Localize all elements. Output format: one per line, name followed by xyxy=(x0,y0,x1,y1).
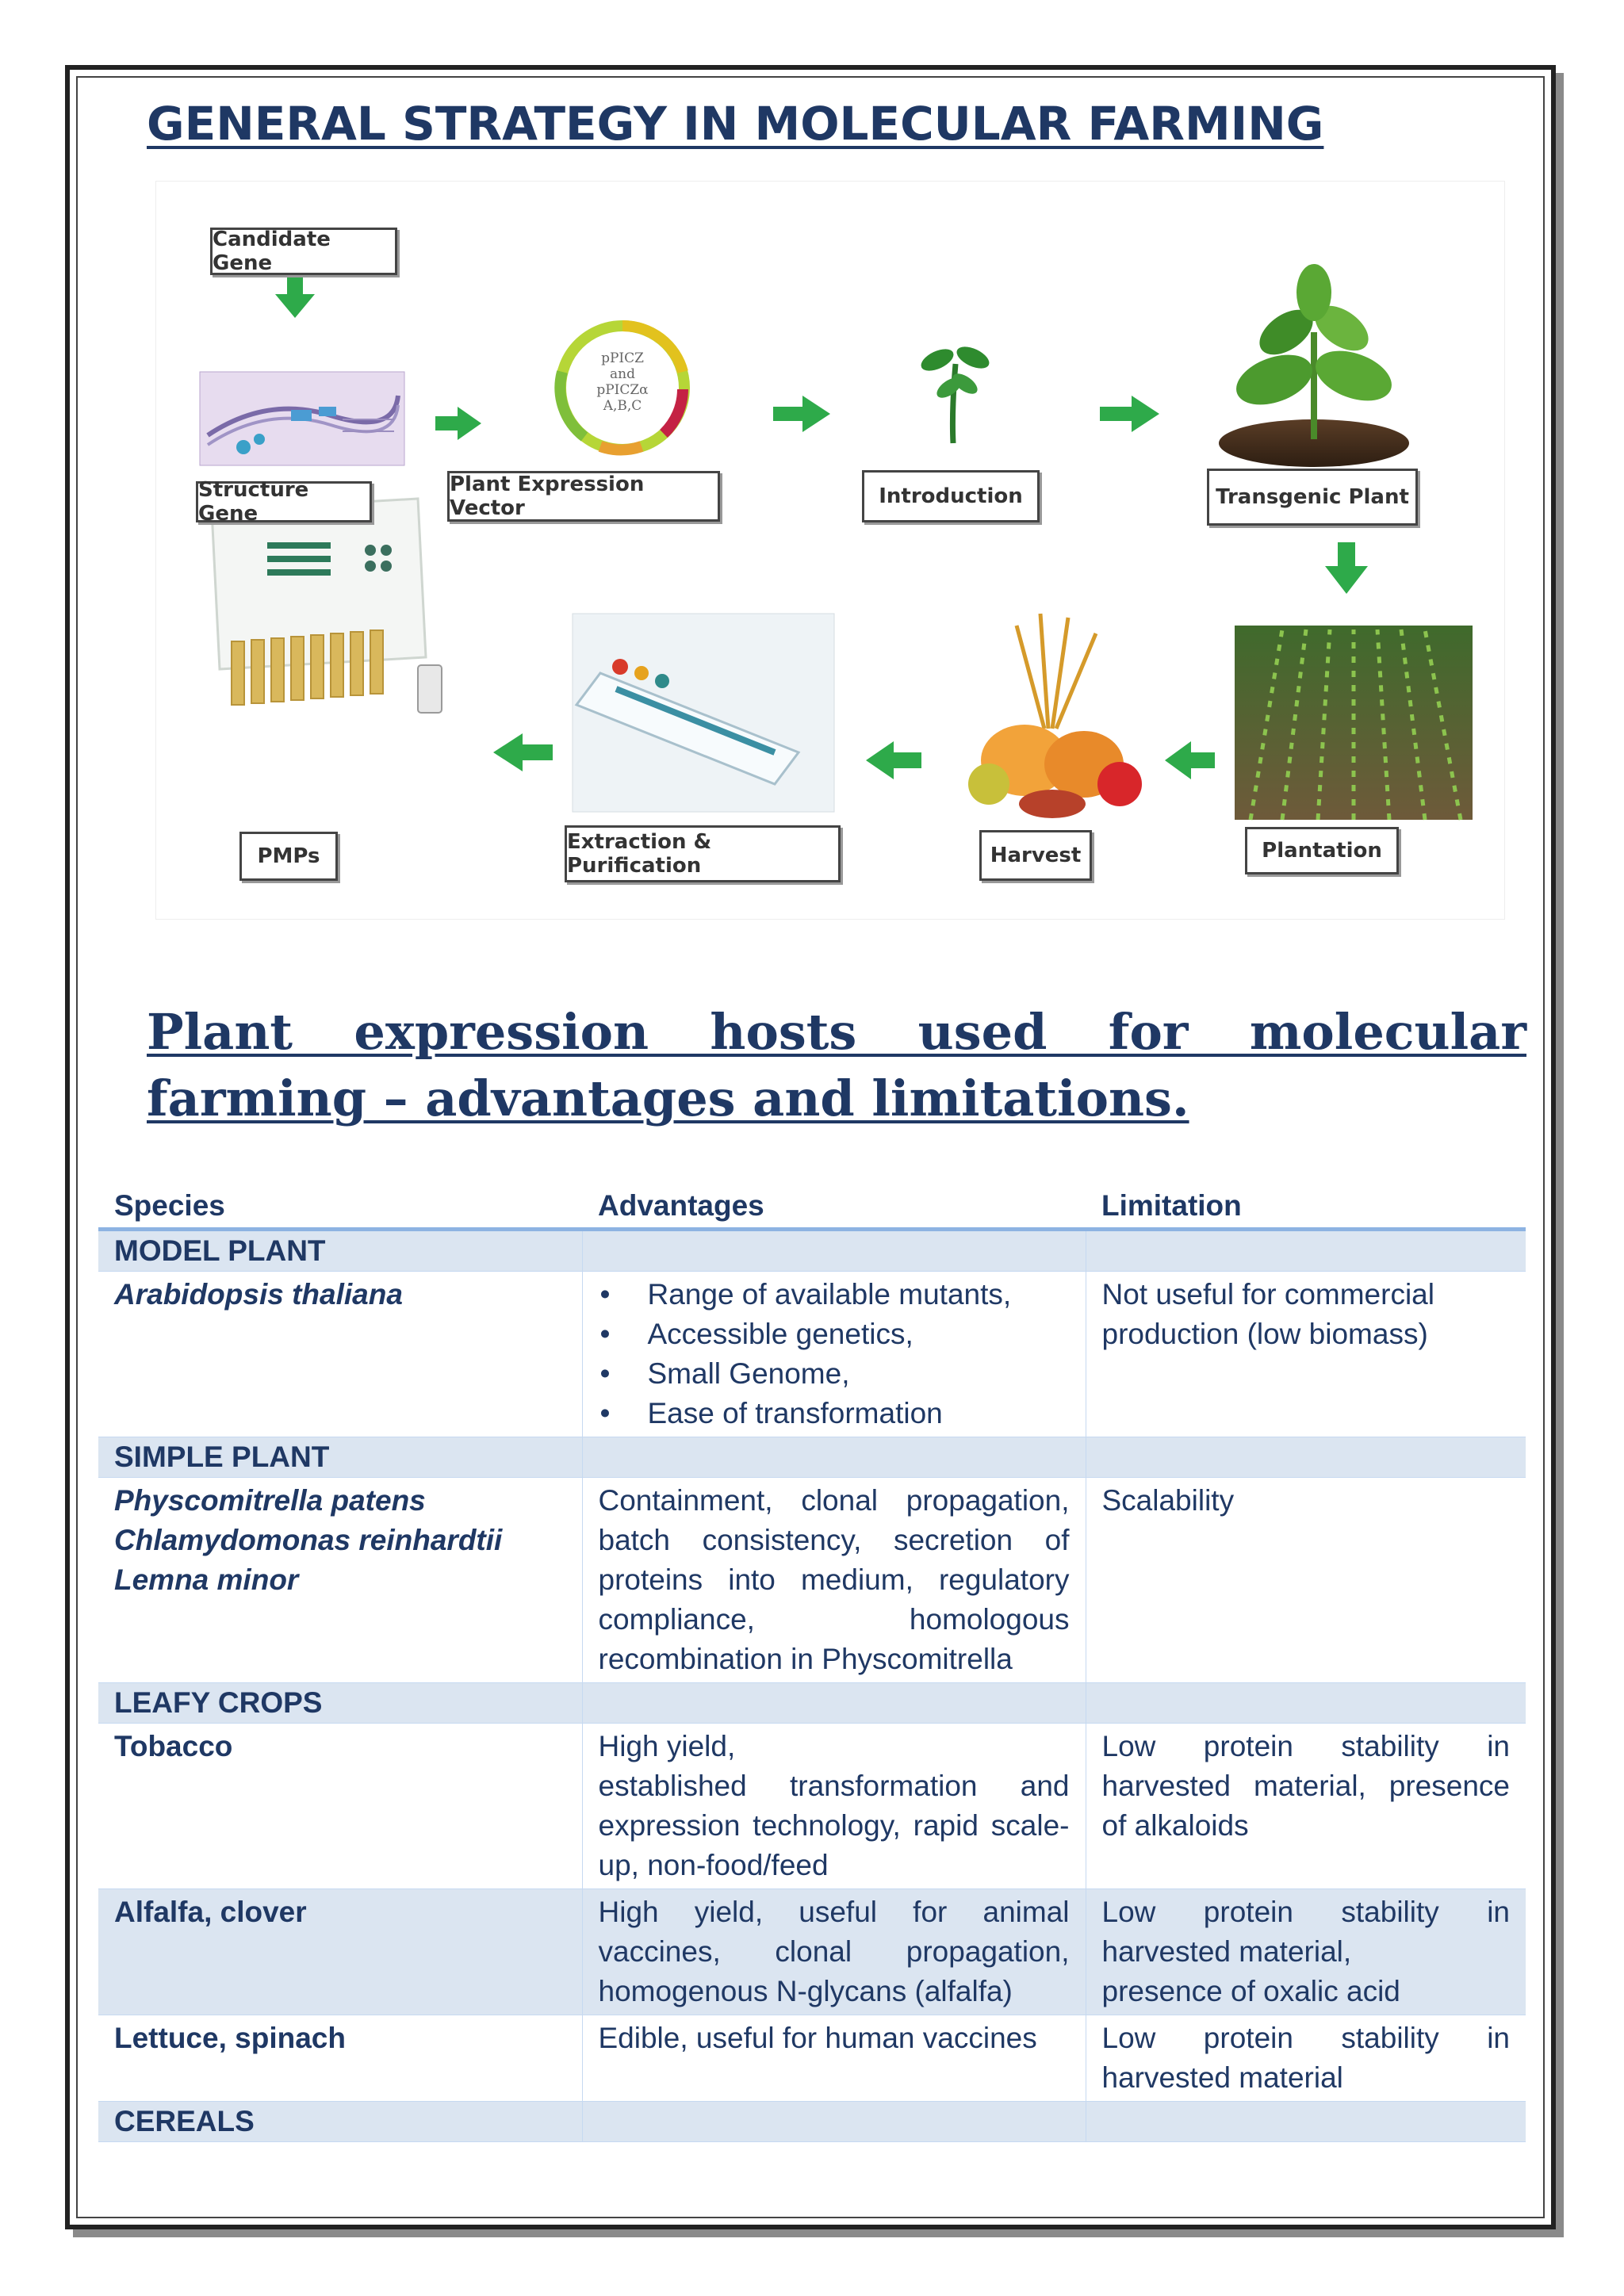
limitation-line: presence of oxalic acid xyxy=(1101,1975,1400,2007)
arrow-right-icon xyxy=(1100,396,1159,432)
pmps-label: PMPs xyxy=(239,832,338,881)
category-label: MODEL PLANT xyxy=(98,1230,582,1272)
page-title: GENERAL STRATEGY IN MOLECULAR FARMING xyxy=(147,97,1324,151)
advantages-cell xyxy=(582,1724,1086,1889)
category-row xyxy=(98,1230,1526,1272)
advantages-text: established transformation and expression technology, rapid scale-up, non-food/feed xyxy=(598,1770,1070,1881)
plantation-label: Plantation xyxy=(1245,827,1399,874)
list-item: • Ease of transformation xyxy=(599,1394,1070,1433)
candidate-gene-label: Candidate Gene xyxy=(210,228,397,275)
table-header-row xyxy=(98,1181,1526,1230)
plasmid-label-2: and xyxy=(610,366,635,382)
list-item: • Accessible genetics, xyxy=(599,1314,1070,1354)
limitation-text: Low protein stability in harvested material, xyxy=(1101,1896,1510,1968)
structure-gene-label: Structure Gene xyxy=(196,481,372,522)
advantages-line: High yield, xyxy=(598,1730,736,1762)
table-row xyxy=(98,2015,1526,2102)
table-row xyxy=(98,1272,1526,1437)
extraction-purification-label: Extraction & Purification xyxy=(565,825,841,882)
plasmid-label-1: pPICZ xyxy=(601,350,644,366)
plasmid-label-4: A,B,C xyxy=(603,398,642,414)
header-species: Species xyxy=(98,1181,582,1230)
seedling-icon xyxy=(917,342,992,443)
category-label: SIMPLE PLANT xyxy=(98,1437,582,1478)
header-advantages: Advantages xyxy=(582,1181,1086,1230)
list-item: • Small Genome, xyxy=(599,1354,1070,1394)
limitation-cell: Low protein stability in harvested material, presence of alkaloids xyxy=(1086,1724,1526,1889)
arrow-right-icon xyxy=(773,396,830,432)
category-label: CEREALS xyxy=(98,2102,582,2142)
plasmid-icon xyxy=(560,326,684,450)
species-cell: Arabidopsis thaliana xyxy=(98,1272,582,1437)
arrow-down-icon xyxy=(275,277,315,318)
species-cell: Alfalfa, clover xyxy=(98,1889,582,2015)
species-line: Lemna minor xyxy=(114,1563,299,1596)
introduction-label: Introduction xyxy=(862,470,1040,522)
section-title: Plant expression hosts used for molecular farming – advantages and limitations. xyxy=(147,1003,1526,1127)
category-row xyxy=(98,1437,1526,1478)
species-line: Physcomitrella patens xyxy=(114,1484,426,1517)
structure-gene-image xyxy=(200,372,404,465)
species-cell: Tobacco xyxy=(98,1724,582,1889)
harvest-label: Harvest xyxy=(979,830,1092,881)
diagram-graphics xyxy=(156,182,1504,919)
plant-icon xyxy=(1219,264,1409,467)
strategy-diagram xyxy=(155,181,1505,920)
transgenic-plant-label: Transgenic Plant xyxy=(1207,469,1418,526)
table-row xyxy=(98,1478,1526,1683)
category-label: LEAFY CROPS xyxy=(98,1683,582,1724)
table-row xyxy=(98,1724,1526,1889)
advantages-cell: High yield, useful for animal vaccines, clonal propagation, homogenous N-glycans (alfalfa) xyxy=(582,1889,1086,2015)
arrow-down-icon xyxy=(1325,542,1368,594)
advantages-cell xyxy=(582,1272,1086,1437)
arrow-left-icon xyxy=(866,741,921,779)
arrow-left-icon xyxy=(493,733,553,771)
category-row xyxy=(98,2102,1526,2142)
species-line: Chlamydomonas reinhardtii xyxy=(114,1524,503,1556)
list-item: • Range of available mutants, xyxy=(599,1275,1070,1314)
limitation-cell: Low protein stability in harvested material xyxy=(1086,2015,1526,2102)
device-icon xyxy=(573,614,834,812)
arrow-right-icon xyxy=(435,407,481,440)
field-icon xyxy=(1235,626,1473,820)
limitation-cell: Not useful for commercial production (low biomass) xyxy=(1086,1272,1526,1437)
hosts-table xyxy=(98,1181,1526,2142)
limitation-cell xyxy=(1086,1889,1526,2015)
produce-icon xyxy=(968,614,1142,818)
vial-box-icon xyxy=(212,499,442,713)
advantages-cell: Containment, clonal propagation, batch consistency, secretion of proteins into medium, regulatory compliance, homologous recombination in Physcomitrella xyxy=(582,1478,1086,1683)
plant-expression-vector-label: Plant Expression Vector xyxy=(447,471,720,522)
table-row xyxy=(98,1889,1526,2015)
species-cell xyxy=(98,1478,582,1683)
arrow-left-icon xyxy=(1165,741,1215,779)
plasmid-label-3: pPICZα xyxy=(596,382,649,398)
category-row xyxy=(98,1683,1526,1724)
species-cell: Lettuce, spinach xyxy=(98,2015,582,2102)
limitation-cell: Scalability xyxy=(1086,1478,1526,1683)
advantages-cell: Edible, useful for human vaccines xyxy=(582,2015,1086,2102)
header-limitation: Limitation xyxy=(1086,1181,1526,1230)
